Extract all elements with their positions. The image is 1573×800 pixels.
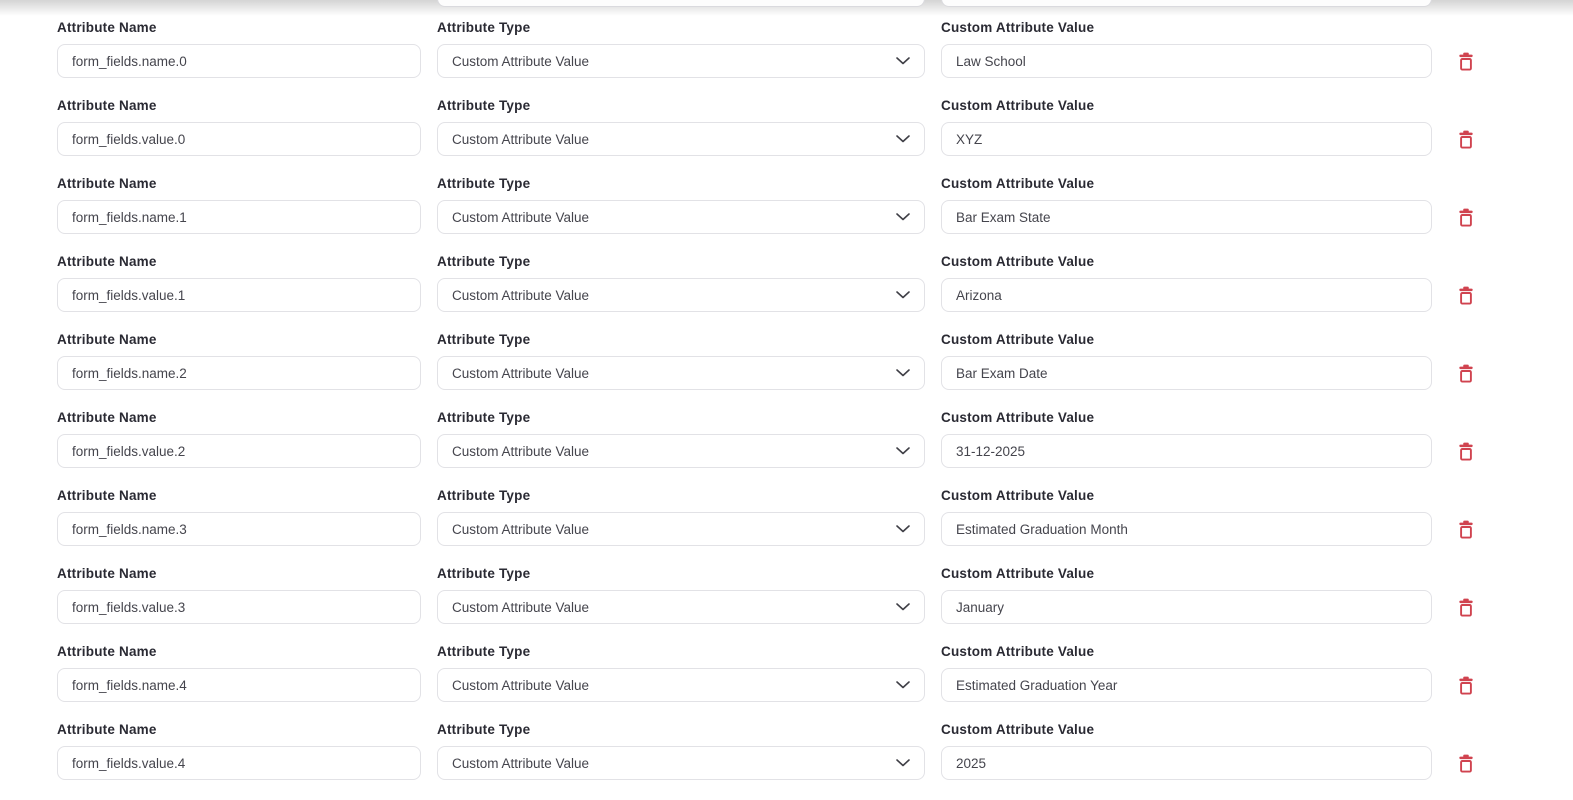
attribute-name-field-group	[57, 176, 421, 234]
attribute-name-input[interactable]	[57, 44, 421, 78]
attribute-type-select[interactable]	[437, 44, 925, 78]
custom-attribute-value-input[interactable]	[941, 356, 1432, 390]
attribute-name-field-group	[57, 410, 421, 468]
attribute-name-label: Attribute Name	[57, 98, 157, 113]
previous-row-custom-attribute-value-input-partial[interactable]	[941, 0, 1432, 7]
delete-row-button[interactable]	[1453, 122, 1479, 156]
attribute-type-label: Attribute Type	[437, 254, 531, 269]
custom-attribute-value-field-group	[941, 410, 1432, 468]
custom-attribute-value-input[interactable]	[941, 434, 1432, 468]
trash-icon	[1458, 598, 1474, 617]
custom-attribute-value-field-group	[941, 176, 1432, 234]
attribute-name-input[interactable]	[57, 512, 421, 546]
attribute-type-field-group	[437, 566, 925, 624]
custom-attribute-value-field-group	[941, 644, 1432, 702]
attribute-name-field-group	[57, 254, 421, 312]
attribute-row	[57, 98, 1479, 156]
chevron-down-icon	[896, 57, 910, 65]
trash-icon	[1458, 286, 1474, 305]
attribute-type-field-group	[437, 176, 925, 234]
attribute-name-field-group	[57, 488, 421, 546]
attribute-row	[57, 410, 1479, 468]
attribute-type-selected-value: Custom Attribute Value	[452, 131, 590, 147]
attribute-type-selected-value: Custom Attribute Value	[452, 287, 590, 303]
attribute-name-label: Attribute Name	[57, 176, 157, 191]
attribute-type-field-group	[437, 98, 925, 156]
custom-attribute-value-field-group	[941, 254, 1432, 312]
attribute-type-select[interactable]	[437, 668, 925, 702]
custom-attribute-value-label: Custom Attribute Value	[941, 722, 1095, 737]
custom-attribute-value-field-group	[941, 98, 1432, 156]
attribute-rows-list	[57, 20, 1479, 800]
attribute-row	[57, 332, 1479, 390]
delete-row-button[interactable]	[1453, 278, 1479, 312]
trash-icon	[1458, 520, 1474, 539]
attribute-row	[57, 254, 1479, 312]
custom-attribute-value-field-group	[941, 332, 1432, 390]
trash-icon	[1458, 364, 1474, 383]
attribute-type-label: Attribute Type	[437, 410, 531, 425]
attribute-type-label: Attribute Type	[437, 98, 531, 113]
custom-attribute-value-field-group	[941, 566, 1432, 624]
chevron-down-icon	[896, 759, 910, 767]
attribute-name-field-group	[57, 566, 421, 624]
custom-attribute-value-field-group	[941, 722, 1432, 780]
delete-row-button[interactable]	[1453, 590, 1479, 624]
attribute-row	[57, 176, 1479, 234]
attribute-type-label: Attribute Type	[437, 566, 531, 581]
attribute-type-selected-value: Custom Attribute Value	[452, 521, 590, 537]
chevron-down-icon	[896, 291, 910, 299]
attribute-name-field-group	[57, 98, 421, 156]
trash-icon	[1458, 754, 1474, 773]
attribute-type-selected-value: Custom Attribute Value	[452, 365, 590, 381]
attribute-name-label: Attribute Name	[57, 566, 157, 581]
chevron-down-icon	[896, 525, 910, 533]
trash-icon	[1458, 676, 1474, 695]
attribute-name-label: Attribute Name	[57, 332, 157, 347]
attribute-type-label: Attribute Type	[437, 20, 531, 35]
attribute-name-label: Attribute Name	[57, 488, 157, 503]
attribute-row	[57, 566, 1479, 624]
delete-row-button[interactable]	[1453, 44, 1479, 78]
attribute-type-field-group	[437, 722, 925, 780]
attribute-name-input[interactable]	[57, 200, 421, 234]
attribute-name-field-group	[57, 722, 421, 780]
attribute-type-field-group	[437, 410, 925, 468]
trash-icon	[1458, 52, 1474, 71]
chevron-down-icon	[896, 135, 910, 143]
attribute-name-field-group	[57, 332, 421, 390]
custom-attribute-value-input[interactable]	[941, 122, 1432, 156]
trash-icon	[1458, 130, 1474, 149]
delete-row-button[interactable]	[1453, 668, 1479, 702]
attribute-type-label: Attribute Type	[437, 332, 531, 347]
attribute-type-selected-value: Custom Attribute Value	[452, 599, 590, 615]
attribute-type-select[interactable]	[437, 356, 925, 390]
custom-attribute-value-label: Custom Attribute Value	[941, 488, 1095, 503]
custom-attribute-value-label: Custom Attribute Value	[941, 644, 1095, 659]
attribute-type-select[interactable]	[437, 512, 925, 546]
attribute-type-select[interactable]	[437, 200, 925, 234]
custom-attribute-value-input[interactable]	[941, 590, 1432, 624]
attribute-type-select[interactable]	[437, 278, 925, 312]
attribute-type-label: Attribute Type	[437, 176, 531, 191]
attribute-name-input[interactable]	[57, 668, 421, 702]
chevron-down-icon	[896, 681, 910, 689]
attribute-type-field-group	[437, 20, 925, 78]
custom-attribute-value-label: Custom Attribute Value	[941, 410, 1095, 425]
custom-attribute-value-label: Custom Attribute Value	[941, 98, 1095, 113]
attribute-type-field-group	[437, 254, 925, 312]
custom-attribute-value-field-group	[941, 488, 1432, 546]
custom-attribute-value-input[interactable]	[941, 512, 1432, 546]
delete-row-button[interactable]	[1453, 200, 1479, 234]
attribute-type-selected-value: Custom Attribute Value	[452, 755, 590, 771]
attribute-type-select[interactable]	[437, 434, 925, 468]
attribute-name-label: Attribute Name	[57, 644, 157, 659]
custom-attribute-value-input[interactable]	[941, 44, 1432, 78]
delete-row-button[interactable]	[1453, 512, 1479, 546]
attribute-type-field-group	[437, 332, 925, 390]
attribute-type-field-group	[437, 644, 925, 702]
attribute-type-selected-value: Custom Attribute Value	[452, 677, 590, 693]
attribute-name-input[interactable]	[57, 356, 421, 390]
attribute-name-input[interactable]	[57, 278, 421, 312]
custom-attribute-value-label: Custom Attribute Value	[941, 332, 1095, 347]
attribute-name-input[interactable]	[57, 434, 421, 468]
chevron-down-icon	[896, 369, 910, 377]
custom-attribute-value-label: Custom Attribute Value	[941, 566, 1095, 581]
attribute-type-label: Attribute Type	[437, 488, 531, 503]
delete-row-button[interactable]	[1453, 746, 1479, 780]
chevron-down-icon	[896, 213, 910, 221]
attribute-type-selected-value: Custom Attribute Value	[452, 209, 590, 225]
trash-icon	[1458, 208, 1474, 227]
attribute-name-input[interactable]	[57, 746, 421, 780]
custom-attribute-value-input[interactable]	[941, 200, 1432, 234]
attribute-type-label: Attribute Type	[437, 722, 531, 737]
attribute-row	[57, 20, 1479, 78]
attribute-name-label: Attribute Name	[57, 410, 157, 425]
attribute-row	[57, 644, 1479, 702]
trash-icon	[1458, 442, 1474, 461]
attribute-type-select[interactable]	[437, 590, 925, 624]
attribute-name-field-group	[57, 20, 421, 78]
custom-attribute-value-field-group	[941, 20, 1432, 78]
attribute-name-input[interactable]	[57, 590, 421, 624]
attribute-type-selected-value: Custom Attribute Value	[452, 443, 590, 459]
custom-attribute-value-input[interactable]	[941, 668, 1432, 702]
custom-attribute-value-label: Custom Attribute Value	[941, 176, 1095, 191]
custom-attribute-value-label: Custom Attribute Value	[941, 20, 1095, 35]
attribute-row	[57, 722, 1479, 780]
custom-attribute-value-input[interactable]	[941, 278, 1432, 312]
custom-attribute-value-input[interactable]	[941, 746, 1432, 780]
attribute-type-field-group	[437, 488, 925, 546]
delete-row-button[interactable]	[1453, 434, 1479, 468]
previous-row-attribute-type-select-partial[interactable]	[437, 0, 925, 7]
delete-row-button[interactable]	[1453, 356, 1479, 390]
attribute-type-select[interactable]	[437, 746, 925, 780]
attribute-row	[57, 488, 1479, 546]
attribute-name-input[interactable]	[57, 122, 421, 156]
attribute-name-field-group	[57, 644, 421, 702]
attribute-type-selected-value: Custom Attribute Value	[452, 53, 590, 69]
attribute-name-label: Attribute Name	[57, 254, 157, 269]
attribute-type-label: Attribute Type	[437, 644, 531, 659]
attribute-name-label: Attribute Name	[57, 20, 157, 35]
chevron-down-icon	[896, 603, 910, 611]
chevron-down-icon	[896, 447, 910, 455]
attribute-name-label: Attribute Name	[57, 722, 157, 737]
attribute-type-select[interactable]	[437, 122, 925, 156]
custom-attribute-value-label: Custom Attribute Value	[941, 254, 1095, 269]
